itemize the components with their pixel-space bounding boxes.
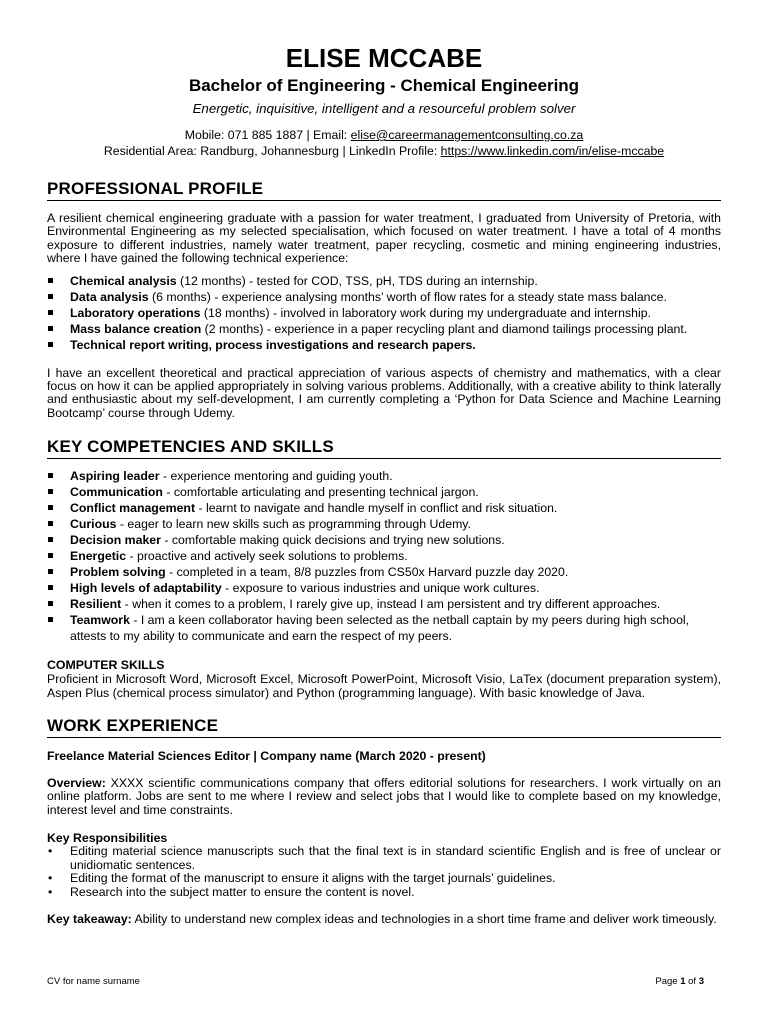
bullet-icon: • [48, 844, 53, 859]
square-bullet-icon [48, 473, 53, 478]
list-item: Technical report writing, process investigations and research papers. [47, 337, 721, 353]
professional-profile-section [47, 179, 721, 420]
list-item: Decision maker - comfortable making quick decisions and trying new solutions. [47, 532, 721, 548]
overview-text: XXXX scientific communications company that offers editorial solutions for researchers. I work virtually on an online platform. Jobs are sent to me where I review and select jobs that I would like to complete based on my knowledge, interest level and time constraints. [47, 776, 721, 817]
footer-page-number: Page 1 of 3 [655, 976, 704, 987]
list-item: Laboratory operations (18 months) - involved in laboratory work during my undergraduate and internship. [47, 305, 721, 321]
footer-document-label: CV for name surname [47, 976, 140, 987]
linkedin-link[interactable]: https://www.linkedin.com/in/elise-mccabe [440, 144, 665, 158]
candidate-name: ELISE MCCABE [285, 43, 483, 73]
list-item: Energetic - proactive and actively seek solutions to problems. [47, 548, 721, 564]
square-bullet-icon [48, 521, 53, 526]
square-bullet-icon [48, 505, 53, 510]
section-heading-work: WORK EXPERIENCE [47, 716, 721, 738]
square-bullet-icon [48, 278, 53, 283]
job-title: Freelance Material Sciences Editor | Company name (March 2020 - present) [47, 749, 486, 764]
contact-line-phone-email [47, 127, 721, 143]
square-bullet-icon [48, 585, 53, 590]
profile-intro: A resilient chemical engineering graduate with a passion for water treatment, I graduated from University of Pretoria, with Environmental Engineering as my selected specialisation, which focused on water treatment. I have a total of 4 months exposure to different industries, namely water treatment, paper recycling, cosmetic and mining engineering industries, where I have gained the following technical experience: [47, 211, 721, 266]
bullet-icon: • [48, 871, 53, 886]
list-item: Teamwork - I am a keen collaborator having been selected as the netball captain by my peers during high school, attests to my ability to communicate and earn the respect of my peers. [47, 612, 721, 644]
list-item: • Editing the format of the manuscript to ensure it aligns with the target journals’ guidelines. [48, 871, 556, 886]
section-heading-competencies: KEY COMPETENCIES AND SKILLS [47, 437, 721, 459]
square-bullet-icon [48, 617, 53, 622]
responsibilities-heading: Key Responsibilities [47, 831, 168, 846]
list-item: Problem solving - completed in a team, 8/8 puzzles from CS50x Harvard puzzle day 2020. [47, 564, 721, 580]
list-item: Resilient - when it comes to a problem, I rarely give up, instead I am persistent and try different approaches. [47, 596, 721, 612]
competencies-section [47, 437, 721, 700]
list-item: Conflict management - learnt to navigate and handle myself in conflict and risk situation. [47, 500, 721, 516]
contact-line-location-linkedin [47, 143, 721, 159]
square-bullet-icon [48, 326, 53, 331]
takeaway-label: Key takeaway: [47, 912, 132, 927]
technical-experience-list [47, 273, 721, 353]
list-item: Aspiring leader - experience mentoring and guiding youth. [47, 468, 721, 484]
email-link[interactable]: elise@careermanagementconsulting.co.za [350, 128, 584, 142]
square-bullet-icon [48, 342, 53, 347]
square-bullet-icon [48, 310, 53, 315]
computer-skills-text: Proficient in Microsoft Word, Microsoft Excel, Microsoft PowerPoint, Microsoft Visio, LaTex (document preparation system), Aspen Plus (chemical process simulator) and Python (programming language). With basic knowledge of Java. [47, 672, 721, 700]
phone-email-label: Mobile: 071 885 1887 | Email: [184, 128, 351, 142]
takeaway-text: Ability to understand new complex ideas and technologies in a short time frame and deliver work timeously. [131, 912, 717, 927]
profile-closing: I have an excellent theoretical and practical appreciation of various aspects of chemistry and mathematics, with a clear focus on how it can be applied appropriately in solving various problems. Additionally, with a creative ability to think laterally and enthusiastic about my self-development, I am currently completing a ‘Python for Data Science and Machine Learning Bootcamp’ course through Udemy. [47, 365, 721, 420]
location-label: Residential Area: Randburg, Johannesburg | LinkedIn Profile: [103, 144, 441, 158]
tagline: Energetic, inquisitive, intelligent and a resourceful problem solver [192, 101, 576, 116]
work-experience-section [47, 716, 721, 927]
list-item: Data analysis (6 months) - experience analysing months’ worth of flow rates for a steady state mass balance. [47, 289, 721, 305]
square-bullet-icon [48, 294, 53, 299]
computer-skills-heading: COMPUTER SKILLS [47, 658, 165, 673]
square-bullet-icon [48, 601, 53, 606]
list-item: • Editing material science manuscripts such that the final text is in standard scientific English and is free of unclear or unidiomatic sentences. [48, 844, 721, 872]
responsibilities-list [47, 845, 721, 899]
list-item: Communication - comfortable articulating and presenting technical jargon. [47, 484, 721, 500]
list-item: Mass balance creation (2 months) - experience in a paper recycling plant and diamond tailings processing plant. [47, 321, 721, 337]
degree-title: Bachelor of Engineering - Chemical Engineering [188, 76, 580, 95]
list-item: Chemical analysis (12 months) - tested for COD, TSS, pH, TDS during an internship. [47, 273, 721, 289]
square-bullet-icon [48, 569, 53, 574]
competencies-list [47, 468, 721, 644]
list-item: High levels of adaptability - exposure to various industries and unique work cultures. [47, 580, 721, 596]
list-item: • Research into the subject matter to ensure the content is novel. [48, 884, 415, 899]
list-item: Curious - eager to learn new skills such as programming through Udemy. [47, 516, 721, 532]
square-bullet-icon [48, 553, 53, 558]
key-takeaway [47, 913, 721, 926]
bullet-icon: • [48, 884, 53, 899]
cv-page [47, 0, 721, 927]
square-bullet-icon [48, 489, 53, 494]
section-heading-profile: PROFESSIONAL PROFILE [47, 179, 721, 201]
job-overview [47, 777, 721, 817]
square-bullet-icon [48, 537, 53, 542]
overview-label: Overview: [47, 776, 106, 791]
